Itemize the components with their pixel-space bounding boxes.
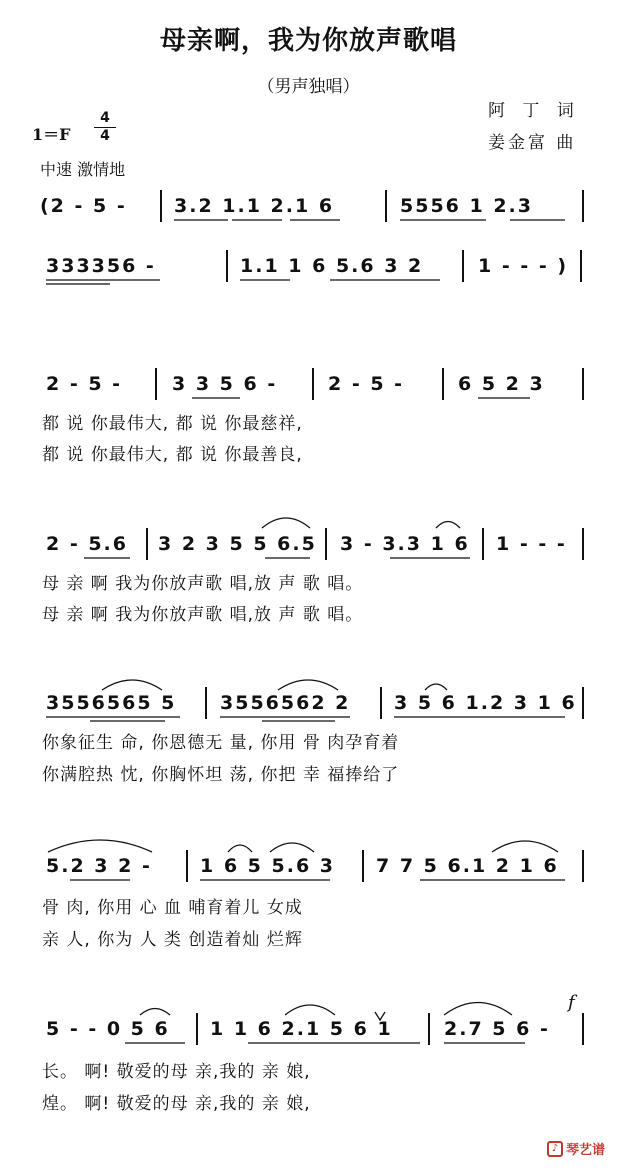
key-signature: 1＝F: [32, 125, 71, 144]
lyric-verse-1: 你象征生 命, 你恩德无 量, 你用 骨 肉孕育着: [42, 733, 400, 753]
slur: [102, 680, 162, 690]
measure-2-1: 333356 -: [46, 255, 156, 277]
slur: [48, 840, 152, 852]
measure-2-2: 1.1 1 6 5.6 3 2: [240, 255, 424, 277]
slur: [425, 684, 447, 690]
lyric-verse-1: 母 亲 啊 我为你放声歌 唱,放 声 歌 唱。: [42, 574, 364, 594]
lyric-verse-1: 都 说 你最伟大, 都 说 你最慈祥,: [42, 414, 303, 434]
watermark: [547, 1139, 605, 1158]
measure-6-3: 7 7 5 6.1 2 1 6: [376, 855, 559, 877]
measure-3-1: 2 - 5 -: [46, 373, 123, 395]
measure-1-3: 5556 1 2.3: [400, 195, 533, 217]
measure-7-3: 2.7 5 6 -: [444, 1018, 550, 1040]
lyric-verse-2: 煌。 啊! 敬爱的母 亲,我的 亲 娘,: [42, 1094, 311, 1114]
measure-7-1: 5 - - 0 5 6: [46, 1018, 170, 1040]
measure-3-2: 3 3 5 6 -: [172, 373, 278, 395]
slur: [492, 841, 558, 852]
measure-7-2: 1 1 6 2.1 5 6 1: [210, 1018, 393, 1040]
slur: [262, 518, 310, 528]
lyric-verse-2: 亲 人, 你为 人 类 创造着灿 烂辉: [42, 930, 303, 950]
composer-credit: 姜金富 曲: [488, 133, 577, 153]
time-signature-bottom: 4: [94, 127, 116, 145]
slur: [270, 843, 314, 852]
measure-4-2: 3 2 3 5 5 6.5: [158, 533, 317, 555]
measure-1-1: (2 - 5 -: [40, 195, 127, 217]
measure-5-2: 3556562 2: [220, 692, 351, 714]
slur: [228, 845, 252, 852]
measure-6-1: 5.2 3 2 -: [46, 855, 152, 877]
breath-mark: [375, 1012, 385, 1020]
brand-logo-icon: ♪: [547, 1141, 563, 1157]
lyric-verse-1: 长。 啊! 敬爱的母 亲,我的 亲 娘,: [42, 1062, 311, 1082]
slur: [140, 1009, 170, 1016]
time-signature-top: 4: [100, 110, 110, 126]
tempo-marking: 中速 激情地: [40, 160, 126, 179]
measure-1-2: 3.2 1.1 2.1 6: [174, 195, 335, 217]
measure-4-3: 3 - 3.3 1 6: [340, 533, 470, 555]
slur: [278, 680, 338, 690]
measure-6-2: 1 6 5 5.6 3: [200, 855, 335, 877]
measure-4-1: 2 - 5.6: [46, 533, 128, 555]
measure-4-4: 1 - - -: [496, 533, 567, 555]
lyric-verse-1: 骨 肉, 你用 心 血 哺育着儿 女成: [42, 898, 303, 918]
slur: [444, 1003, 512, 1016]
measure-5-1: 3556565 5: [46, 692, 177, 714]
measure-3-4: 6 5 2 3: [458, 373, 545, 395]
slur: [436, 522, 460, 529]
subtitle: （男声独唱）: [257, 77, 360, 97]
dynamic-forte: f: [568, 992, 575, 1013]
lyric-verse-2: 母 亲 啊 我为你放声歌 唱,放 声 歌 唱。: [42, 605, 364, 625]
lyric-verse-2: 都 说 你最伟大, 都 说 你最善良,: [42, 445, 303, 465]
measure-2-3: 1 - - - ): [478, 255, 569, 277]
page-title: 母亲啊，我为你放声歌唱: [159, 26, 457, 56]
lyricist-credit: 阿 丁 词: [488, 101, 580, 121]
brand-name: 琴艺谱: [565, 1143, 605, 1158]
lyric-verse-2: 你满腔热 忱, 你胸怀坦 荡, 你把 幸 福捧给了: [42, 765, 400, 785]
measure-5-3: 3 5 6 1.2 3 1 6: [394, 692, 577, 714]
slur: [285, 1005, 335, 1015]
measure-3-3: 2 - 5 -: [328, 373, 405, 395]
